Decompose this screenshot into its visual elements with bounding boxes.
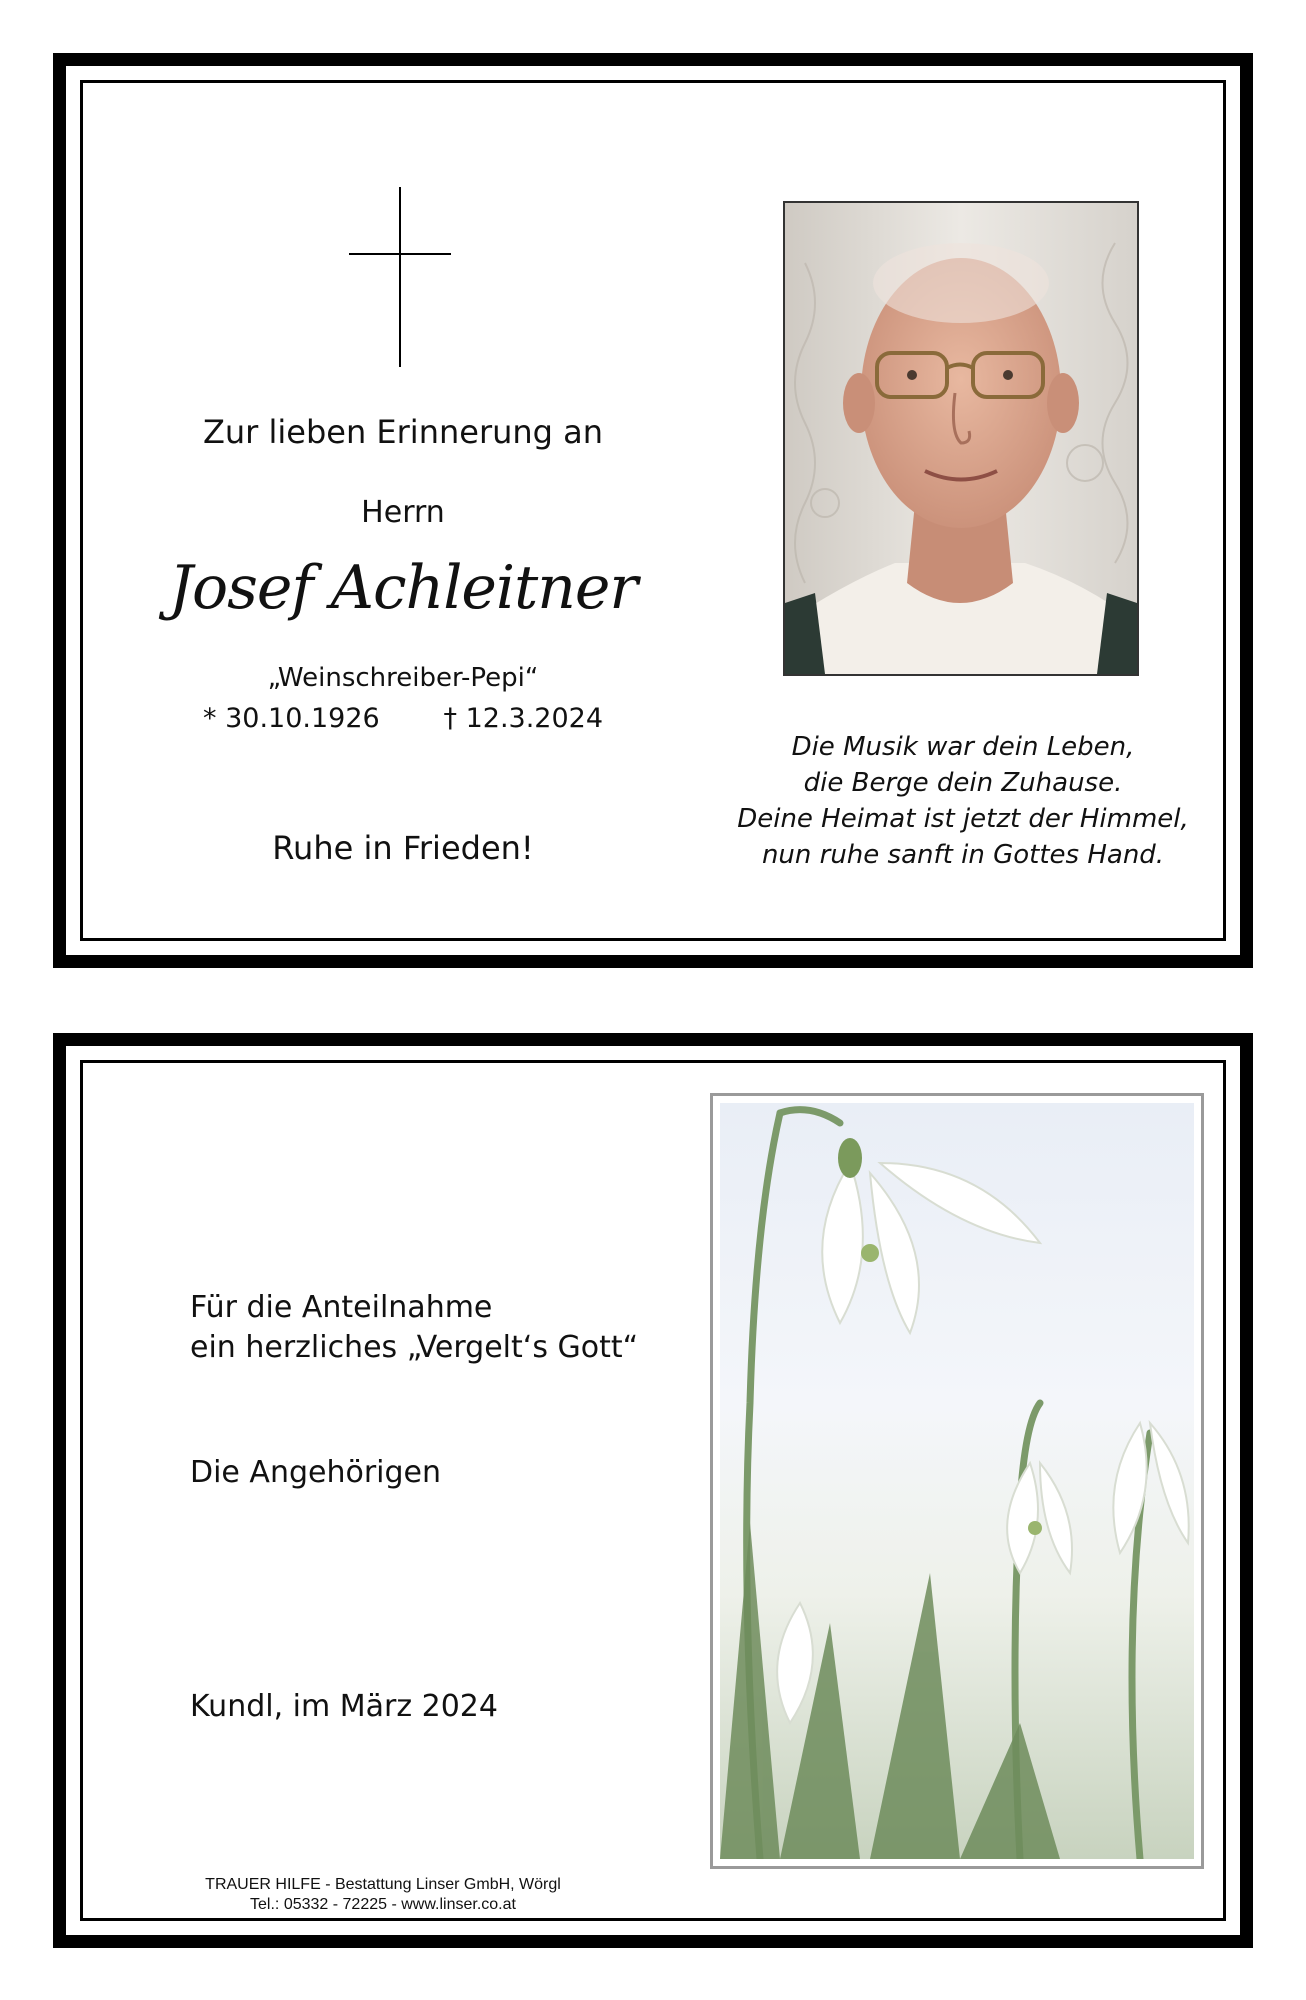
nickname: „Weinschreiber-Pepi“: [267, 663, 539, 693]
cross-icon: [399, 187, 401, 367]
undertaker-name: TRAUER HILFE - Bestattung Linser GmbH, Wörgl: [205, 1876, 561, 1893]
undertaker-contact: Tel.: 05332 - 72225 - www.linser.co.at: [250, 1896, 516, 1913]
cross-icon-bar: [349, 253, 451, 255]
front-inner-frame: [80, 80, 1226, 941]
snowdrop-illustration: [720, 1103, 1194, 1859]
thanks-line: Für die Anteilnahme: [190, 1290, 493, 1325]
poem-line: Die Musik war dein Leben,: [791, 732, 1135, 762]
snowdrop-photo: [720, 1103, 1194, 1859]
life-dates: [203, 703, 603, 734]
thanks-text: [190, 1288, 638, 1368]
front-card: [53, 53, 1253, 968]
portrait-illustration: [785, 203, 1137, 674]
place-date: Kundl, im März 2024: [190, 1689, 498, 1724]
undertaker-info: [163, 1875, 603, 1915]
poem: [723, 729, 1203, 873]
poem-line: nun ruhe sanft in Gottes Hand.: [761, 840, 1165, 870]
poem-line: die Berge dein Zuhause.: [803, 768, 1123, 798]
portrait-photo: [783, 201, 1139, 676]
deceased-name: Josef Achleitner: [168, 553, 638, 623]
relatives-signature: Die Angehörigen: [190, 1455, 442, 1490]
memorial-intro: Zur lieben Erinnerung an: [202, 413, 604, 451]
poem-line: Deine Heimat ist jetzt der Himmel,: [737, 804, 1189, 834]
death-date: † 12.3.2024: [443, 703, 603, 734]
birth-date: * 30.10.1926: [203, 703, 380, 734]
snowdrop-photo-frame: [710, 1093, 1204, 1869]
back-inner-frame: [80, 1060, 1226, 1921]
honorific: Herrn: [361, 495, 445, 530]
thanks-line: ein herzliches „Vergelt‘s Gott“: [190, 1330, 639, 1365]
farewell-text: Ruhe in Frieden!: [272, 829, 534, 867]
back-card: [53, 1033, 1253, 1948]
